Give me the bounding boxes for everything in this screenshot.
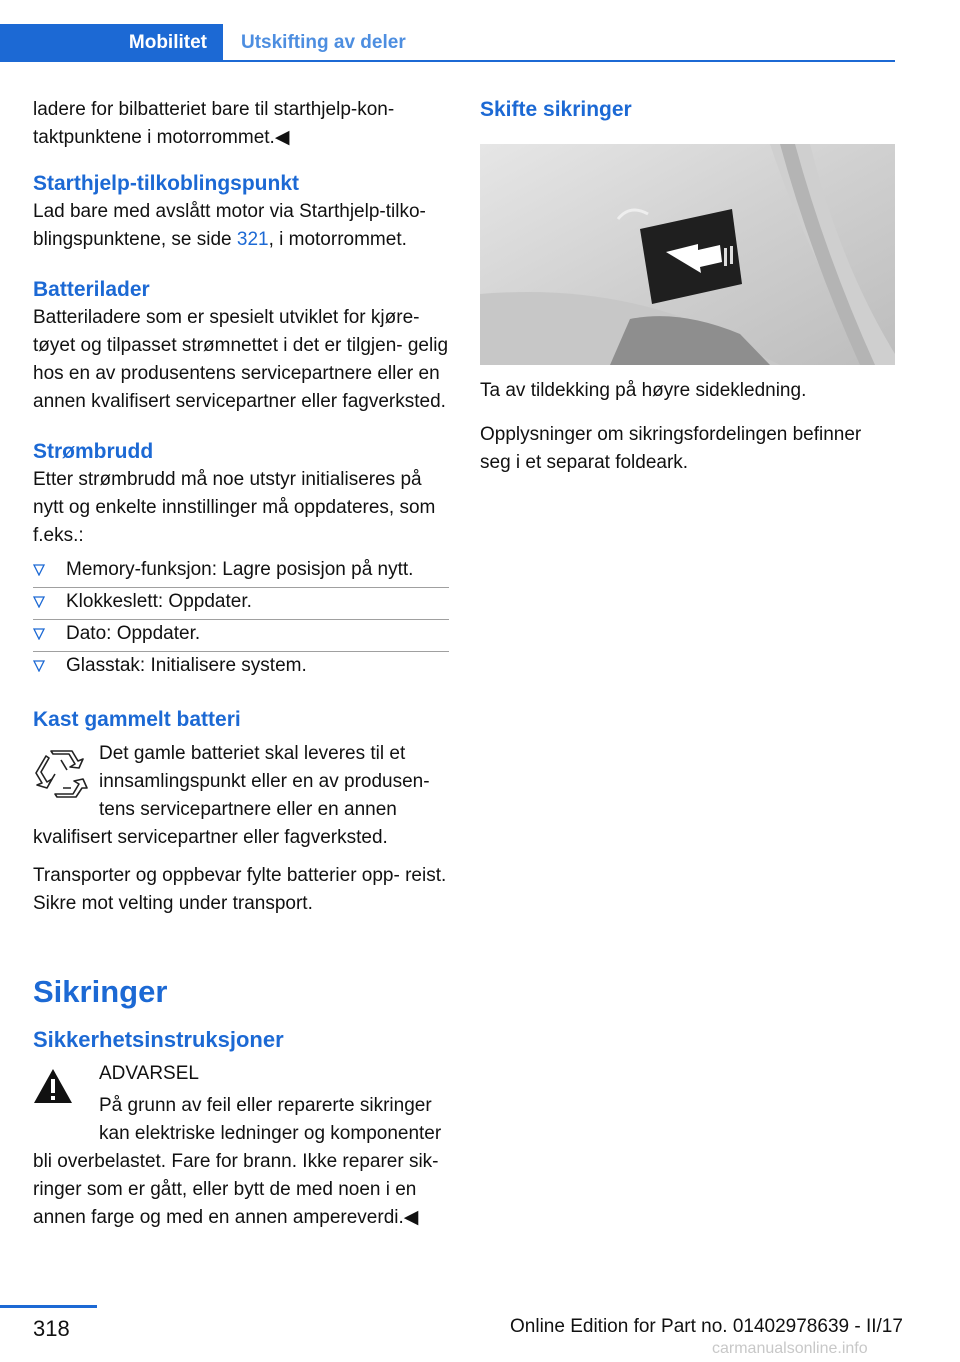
starthjelp-heading: Starthjelp-tilkoblingspunkt xyxy=(33,172,299,195)
list-item-text: Glasstak: Initialisere system. xyxy=(66,655,307,676)
kast-text-1: Det gamle batteriet skal leveres til et innsamlingspunkt eller en av produsen‐ tens servicepartnere eller en annen kvalifisert servicepartner eller fagverksted. xyxy=(33,743,430,848)
warning-label: ADVARSEL xyxy=(99,1063,199,1084)
header-rule xyxy=(0,60,895,62)
fuse-note: Opplysninger om sikringsfordelingen befinner seg i et separat foldeark. xyxy=(480,424,862,473)
bullet-triangle-icon xyxy=(33,660,45,672)
skifte-heading: Skifte sikringer xyxy=(480,98,632,121)
batterilader-heading: Batterilader xyxy=(33,278,150,301)
bullet-triangle-icon xyxy=(33,564,45,576)
bullet-triangle-icon xyxy=(33,628,45,640)
right-column xyxy=(480,96,895,477)
list-item xyxy=(33,588,449,620)
list-item-text: Dato: Oppdater. xyxy=(66,623,201,644)
recycling-icon xyxy=(33,746,89,802)
starthjelp-text xyxy=(33,198,449,254)
list-item xyxy=(33,652,449,684)
intro-text-line-1: ladere for bilbatteriet bare til starthjelp-kon‐ xyxy=(33,99,395,120)
photo-caption: Ta av tildekking på høyre sidekledning. xyxy=(480,380,807,401)
list-item-text: Memory-funksjon: Lagre posisjon på nytt. xyxy=(66,559,414,580)
strombrudd-list xyxy=(33,556,449,684)
strombrudd-heading: Strømbrudd xyxy=(33,440,154,463)
bullet-triangle-icon xyxy=(33,596,45,608)
chapter-tab: Mobilitet xyxy=(0,24,223,61)
watermark: carmanualsonline.info xyxy=(712,1340,868,1357)
starthjelp-text-b: , i motorrommet. xyxy=(268,229,407,250)
page-ref-link[interactable]: 321 xyxy=(236,229,269,250)
footer-rule xyxy=(0,1305,97,1308)
warning-icon-wrap xyxy=(33,1060,99,1130)
kast-text-2: Transporter og oppbevar fylte batterier opp‐ reist. Sikre mot velting under transport. xyxy=(33,865,447,914)
warning-triangle-icon xyxy=(33,1068,73,1104)
kast-heading: Kast gammelt batteri xyxy=(33,708,241,731)
intro-text-line-2: taktpunktene i motorrommet.◀ xyxy=(33,127,290,148)
recycling-icon-wrap xyxy=(33,740,99,824)
list-item xyxy=(33,620,449,652)
sikringer-heading: Sikringer xyxy=(33,974,168,1009)
page-header xyxy=(0,0,960,64)
batterilader-text: Batteriladere som er spesielt utviklet for kjøre‐ tøyet og tilpasset strømnettet i det er tilgjen‐ gelig hos en av produsentens servicepartnere eller en annen kvalifisert servicepartner eller fagverksted. xyxy=(33,307,449,412)
list-item-text: Klokkeslett: Oppdater. xyxy=(66,591,252,612)
strombrudd-text: Etter strømbrudd må noe utstyr initialiseres på nytt og enkelte innstillinger må oppdateres, som f.eks.: xyxy=(33,469,436,546)
section-tab: Utskifting av deler xyxy=(241,31,406,53)
edition-text: Online Edition for Part no. 01402978639 - II/17 xyxy=(510,1316,903,1337)
page-number: 318 xyxy=(33,1316,70,1341)
list-item xyxy=(33,556,449,588)
starthjelp-text-a: Lad bare med avslått motor via Starthjelp-tilko‐ blingspunktene, se side xyxy=(33,201,426,250)
left-column xyxy=(33,96,449,1232)
fuse-cover-photo xyxy=(480,144,895,365)
sikkerhet-heading: Sikkerhetsinstruksjoner xyxy=(33,1027,284,1052)
warning-text: På grunn av feil eller reparerte sikringer kan elektriske ledninger og komponenter bli overbelastet. Fare for brann. Ikke reparer sik‐ ringer som er gått, eller bytt de med noen i en annen farge og med en annen ampereverdi.◀ xyxy=(33,1095,442,1228)
